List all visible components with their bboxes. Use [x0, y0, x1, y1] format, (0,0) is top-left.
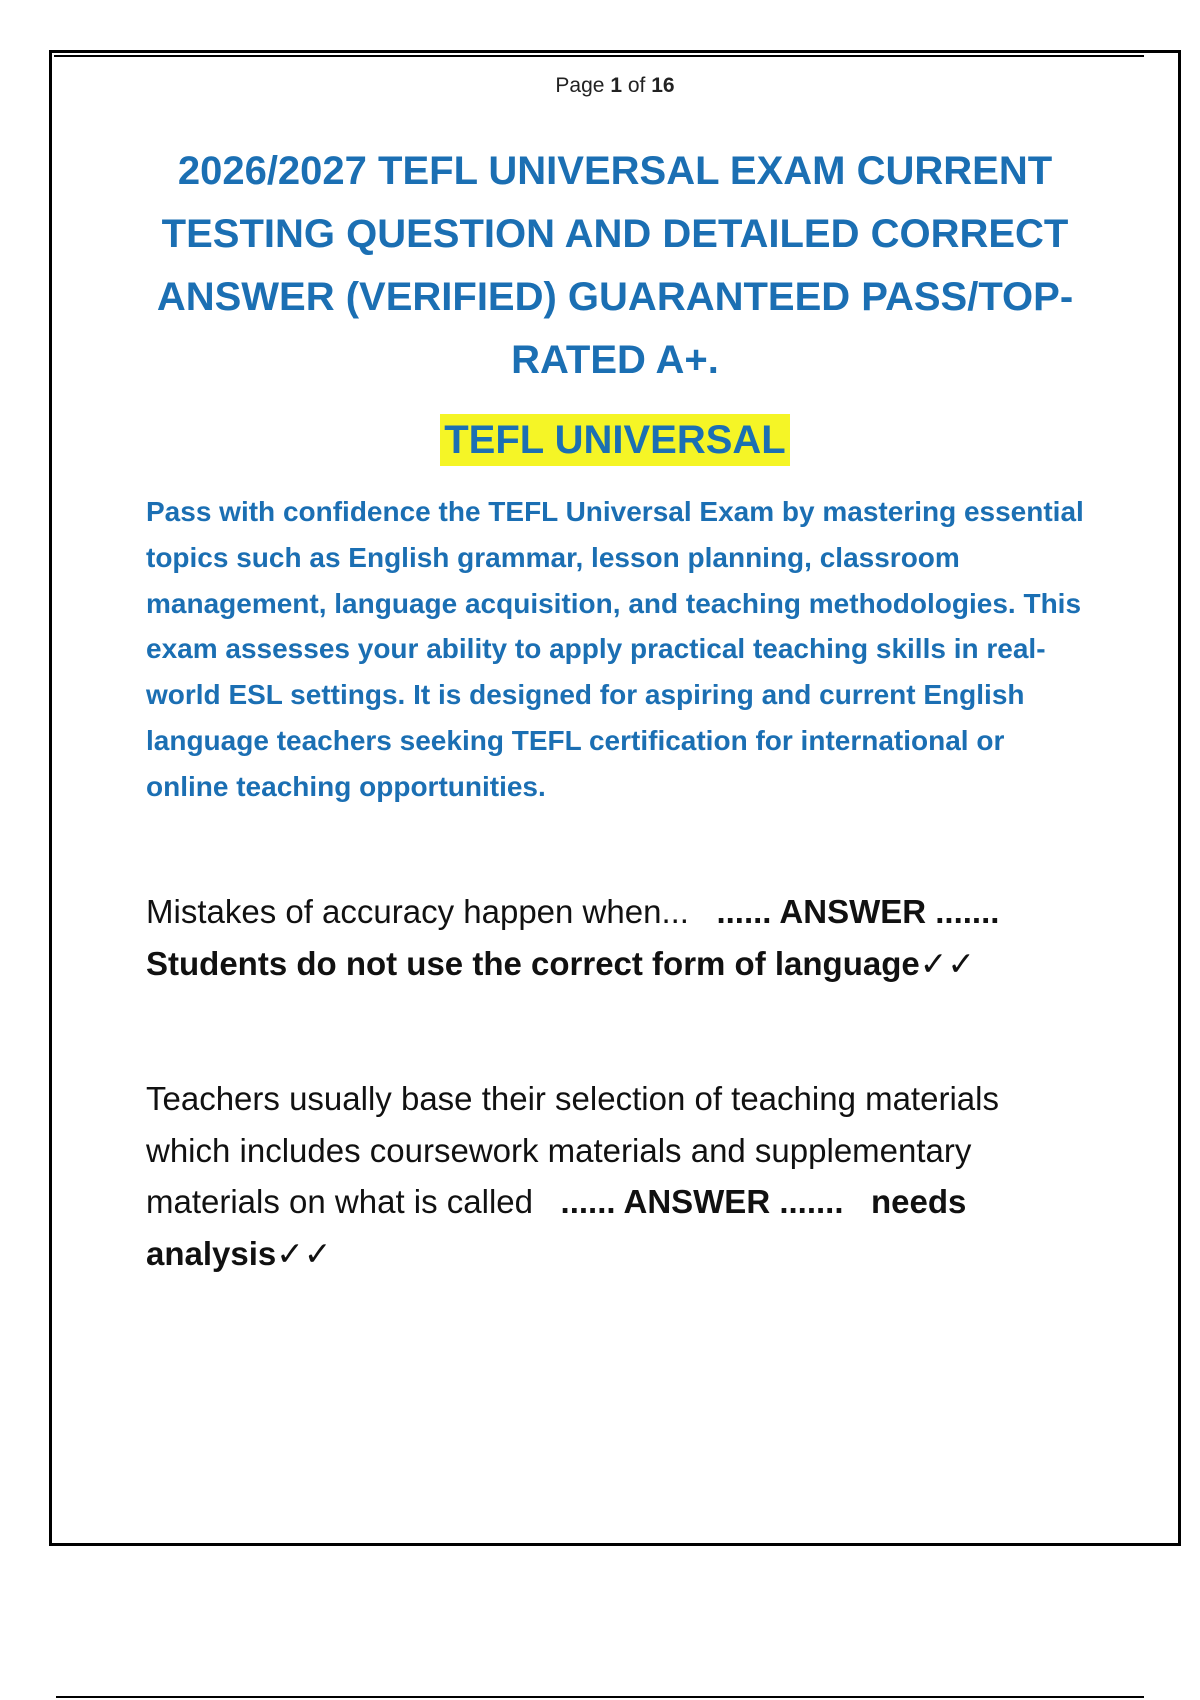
document-title: 2026/2027 TEFL UNIVERSAL EXAM CURRENT TESTING QUESTION AND DETAILED CORRECT ANSWER (VERIFIED) GUARANTEED PASS/TOP-RATED A+.	[156, 149, 1074, 382]
highlighted-subtitle: TEFL UNIVERSAL	[440, 414, 790, 466]
intro-paragraph: Pass with confidence the TEFL Universal Exam by mastering essential topics such as English grammar, lesson planning, classroom management, language acquisition, and teaching methodologies. This exam assesses your ability to apply practical teaching skills in real-world ESL settings. It is designed for aspiring and current English language teachers seeking TEFL certification for international or online teaching opportunities.	[146, 496, 1084, 802]
page-counter-mid: of	[627, 74, 646, 97]
page-counter	[0, 74, 1200, 98]
answer-marker: ...... ANSWER .......	[560, 1183, 844, 1220]
question-text: Mistakes of accuracy happen when...	[146, 893, 689, 930]
question-block	[146, 886, 1086, 989]
question-block	[146, 1073, 1086, 1279]
page-counter-prefix: Page	[555, 74, 605, 97]
subtitle-container	[0, 414, 1200, 466]
next-page-rule	[56, 1696, 1144, 1698]
page-current: 1	[610, 74, 622, 97]
page-total: 16	[651, 74, 675, 97]
header-rule	[54, 55, 1144, 57]
answer-text: needs analysis✓✓	[146, 1183, 967, 1272]
question-text: Teachers usually base their selection of teaching materials which includes coursework materials and supplementary materials on what is called	[146, 1080, 999, 1220]
answer-marker: ...... ANSWER .......	[716, 893, 1000, 930]
answer-text: Students do not use the correct form of language✓✓	[146, 944, 976, 982]
